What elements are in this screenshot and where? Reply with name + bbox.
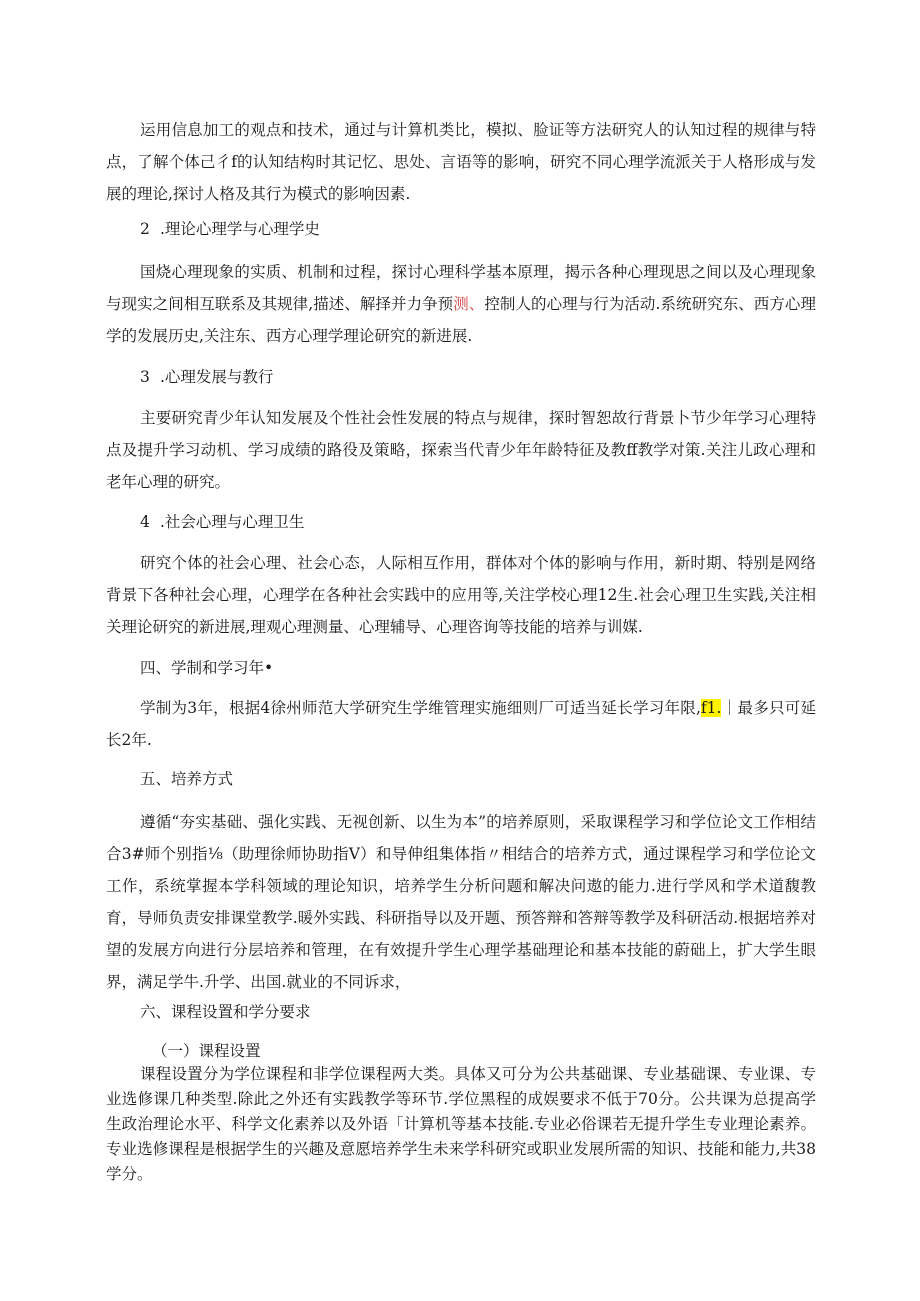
section-title: .心理发展与教行 [160,368,274,386]
section-title: .社会心理与心理卫生 [160,513,305,531]
paragraph-duration [106,692,816,756]
paragraph-text: 国烧心理现象的实质、机制和过程，探讨心理科学基本原理，揭示各种心理现思之间以及心理现象与现实之间相互联系及其规律,描述、解择并力争预 [106,263,816,313]
section-number: 2 [140,220,150,238]
paragraph-development-education: 主要研究青少年认知发展及个性社会性发展的特点与规律，探时智恕故行背景卜节少年学习心理特点及提升学习动机、学习成绩的路役及策略，探索当代青少年年龄特征及教ff教学对策.关注儿政心理和老年心理的研究。 [106,409,816,491]
section-heading-social-psychology [140,511,304,533]
paragraph-course-setup: 课程设置分为学位课程和非学位课程两大类。具体又可分为公共基础课、专业基础课、专业课、专业选修课几种类型.除此之外还有实践教学等环节.学位黑程的成娱要求不低于70分。公共课为总提高学生政治理论水平、科学文化素养以及外语「计算机等基本技能.专业必俗课若无提升学生专业理论素养。专业选修课程是根据学生的兴趣及意愿培养学生未来学科研究或职业发展所需的知识、技能和能力,共38学分。 [106,1065,816,1183]
paragraph-text: ｜最多只可延长2年. [106,699,816,749]
highlighted-text: f1. [700,699,722,717]
paragraph-theoretical-psychology [106,256,816,352]
section-heading-theoretical-psychology [140,218,320,240]
section-heading-duration: 四、学制和学习年• [140,659,274,677]
red-marked-text: 测、 [453,295,485,313]
paragraph-training-mode: 遵循“夯实基础、强化实践、无视创新、以生为本”的培养原则，采取课程学习和学位论文工作相结合3#师个别指⅛（助理徐师协助指V）和导伸组集体指〃相结合的培养方式，通过课程学习和学位论文工作，系统掌握本学科领域的理论知识，培养学生分析问题和解决问遨的能力.进行学风和学术道馥教育，导师负责安排课堂教学.暖外实践、科研指导以及开题、预答辩和答辩等教学及科研活动.根据培养对望的发展方向进行分层培养和管理，在有效提升学生心理学基础理论和基本技能的蔚础上，扩大学生眼界，满足学牛.升学、出国.就业的不同诉求， [106,813,816,991]
section-number: 4 [140,513,150,531]
paragraph-text: 控制人的心理与行为活动.系统研究东、西方心理学的发展历史,关注东、西方心理学理论研究的新进展. [106,295,816,345]
subsection-heading-course-setup: （一）课程设置 [152,1042,261,1060]
section-number: 3 [140,368,150,386]
paragraph-social-psychology: 研究个体的社会心理、社会心态，人际相互作用，群体对个体的影响与作用，新时期、特别是网络背景下各种社会心理，心理学在各种社会实践中的应用等,关注学校心理12生.社会心理卫生实践,关注相关理论研究的新进展,理观心理测量、心理辅导、心理咨询等技能的培养与训媒. [106,554,816,636]
section-title: .理论心理学与心理学史 [160,220,320,238]
paragraph-text: 学制为3年，根据4徐州师范大学研究生学维管理实施细则厂可适当延长学习年限, [140,699,701,717]
paragraph-cognitive-personality: 运用信息加工的观点和技术，通过与计算机类比，模拟、脸证等方法研究人的认知过程的规律与特点，了解个体己彳f的认知结构时其记忆、思处、言语等的影响，研究不同心理学流派关于人格形成与发展的理论,探讨人格及其行为模式的影响因素. [106,121,816,203]
section-heading-training-mode: 五、培养方式 [140,770,234,788]
section-heading-development-education [140,366,273,388]
section-heading-curriculum: 六、课程设置和学分要求 [140,1003,311,1021]
